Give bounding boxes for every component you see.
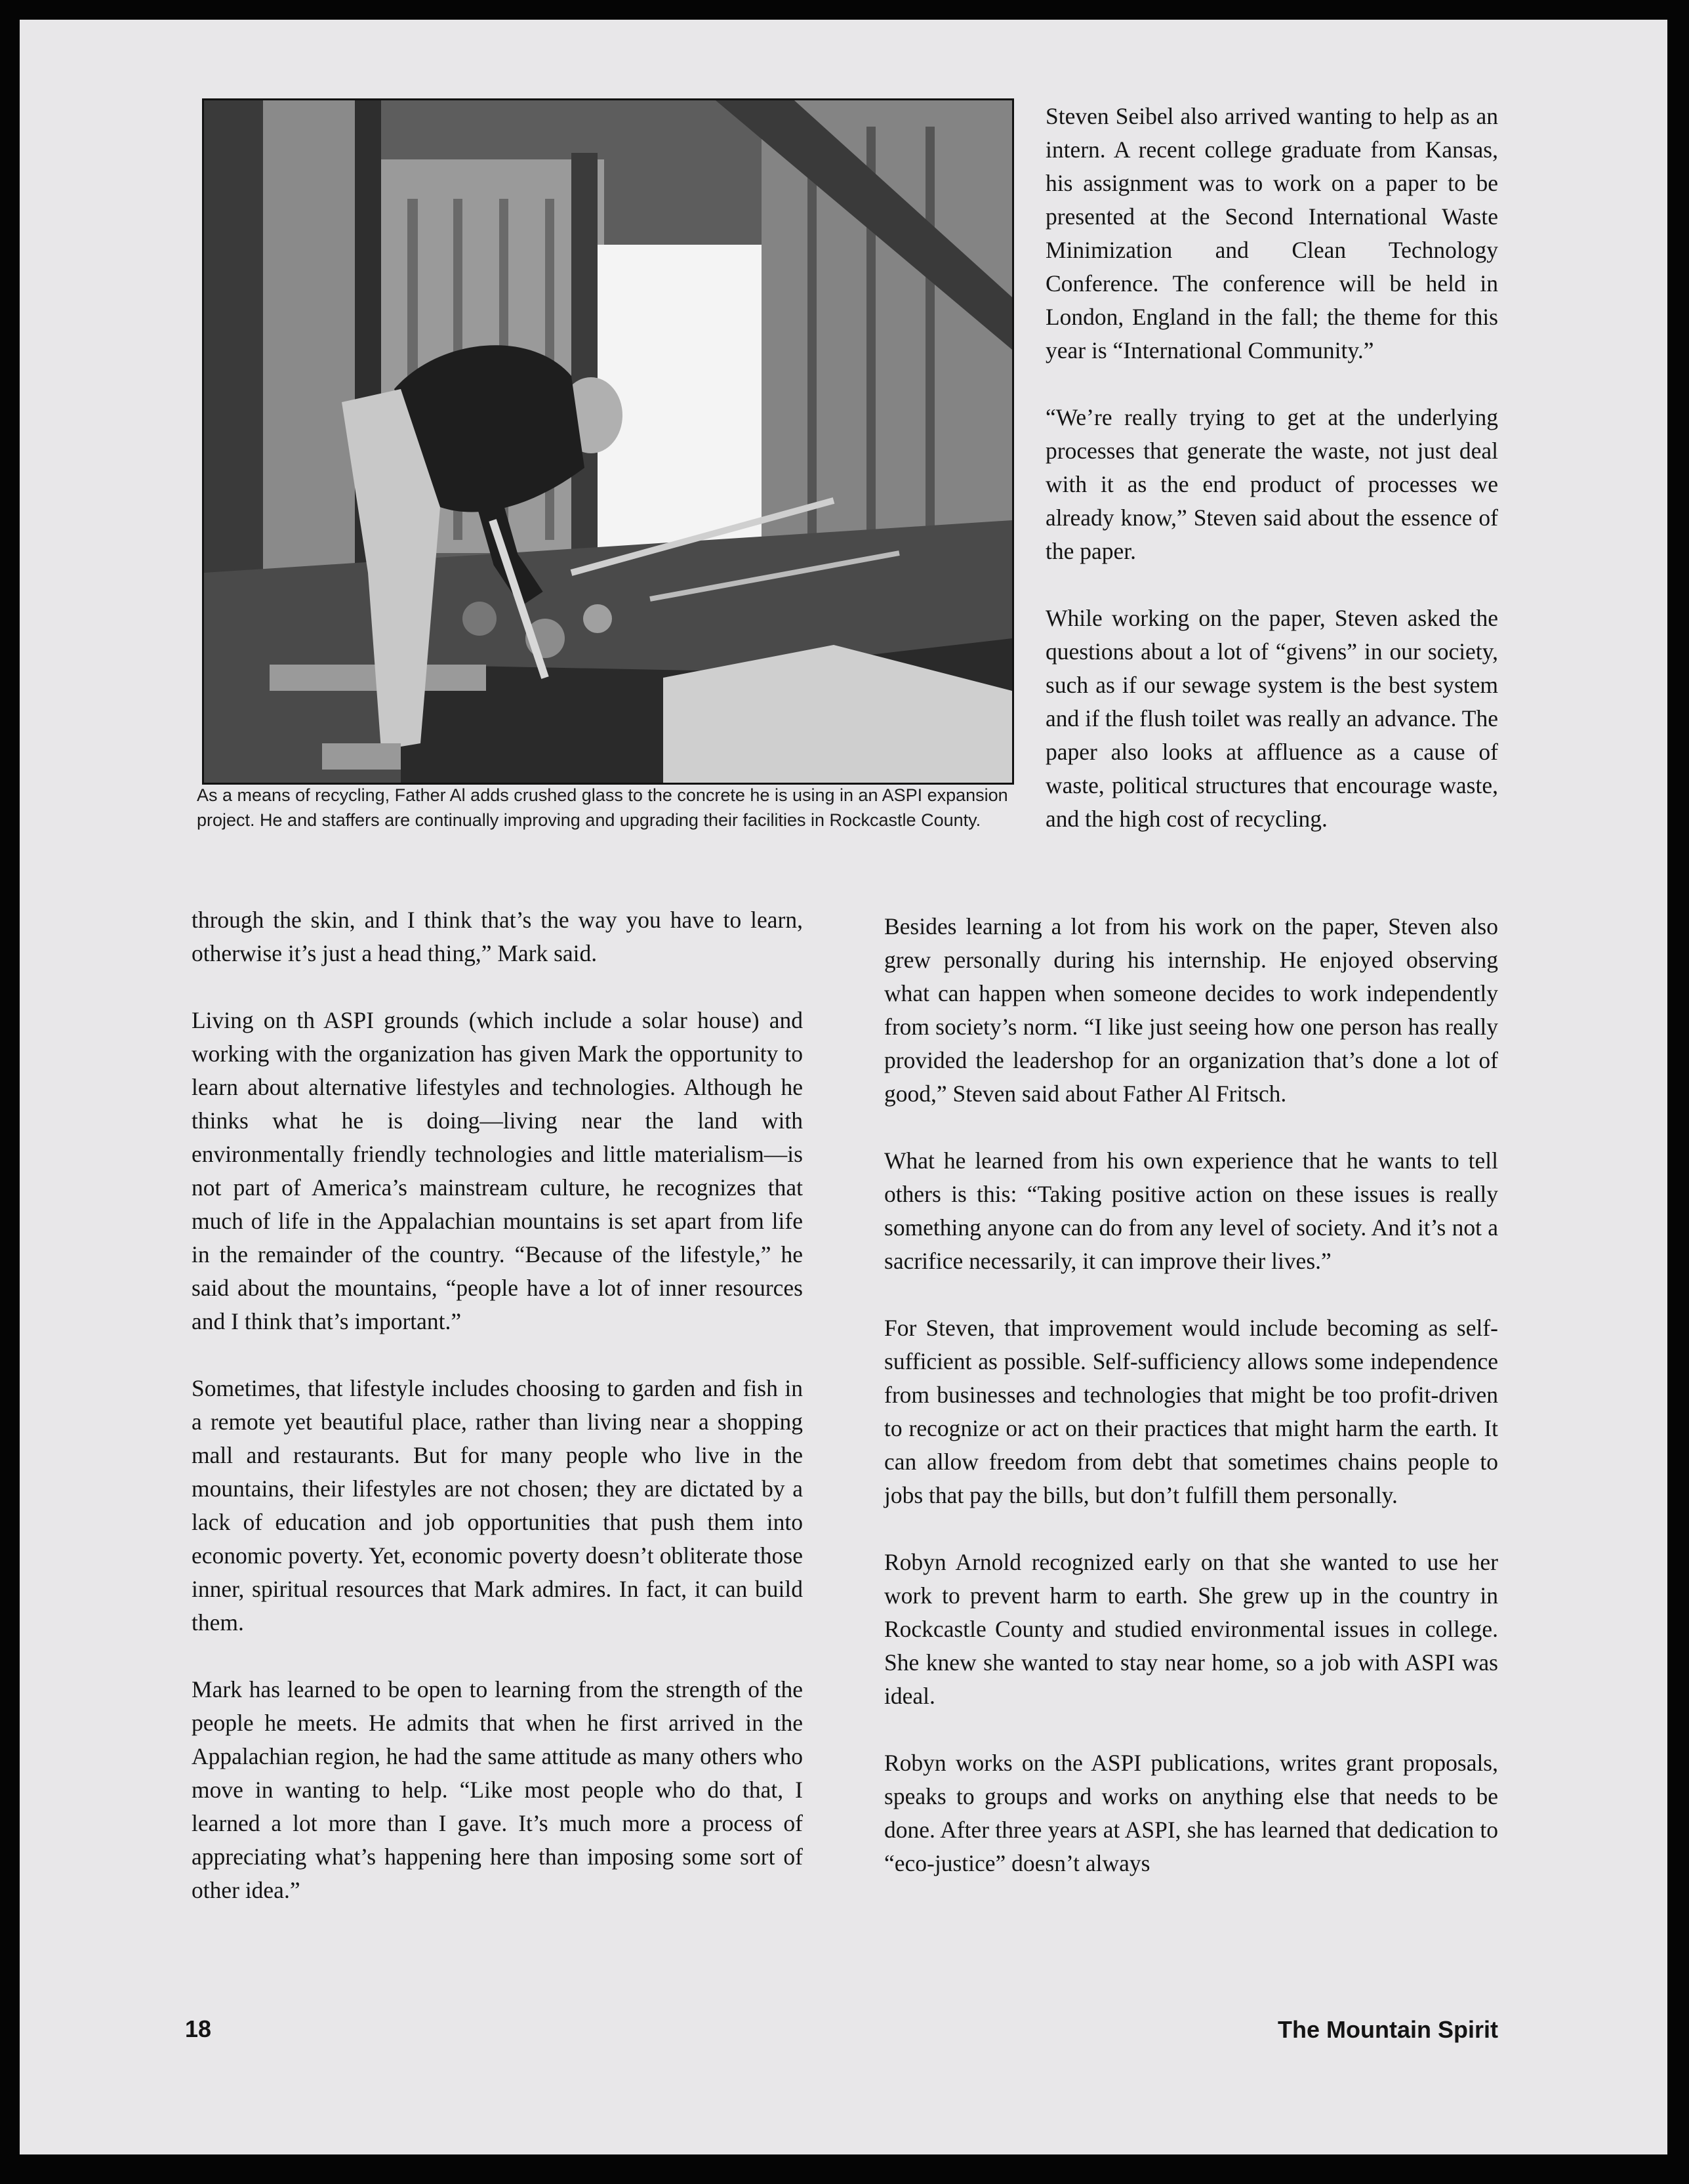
paragraph: through the skin, and I think that’s the way you have to learn, otherwise it’s just a head thing,” Mark said.	[192, 907, 803, 966]
article-photo	[202, 98, 1014, 785]
paragraph: For Steven, that improvement would include becoming as self-sufficient as possible. Self-sufficiency allows some independence from businesses and technologies that might be too profit-driven to recognize or act on their practices that might harm the earth. It can allow freedom from debt that sometimes chains people to jobs that pay the bills, but don’t fulfill them personally.	[884, 1315, 1498, 1508]
paragraph: While working on the paper, Steven asked the questions about a lot of “givens” in our society, such as if our sewage system is the best system and if the flush toilet was really an advance. The paper also looks at affluence as a cause of waste, political structures that encourage waste, and the high cost of recycling.	[1046, 605, 1498, 832]
paragraph: Robyn Arnold recognized early on that she wanted to use her work to prevent harm to earth. She grew up in the country in Rockcastle County and studied environmental issues in college. She knew she wanted to stay near home, so a job with ASPI was ideal.	[884, 1549, 1498, 1709]
publication-title: The Mountain Spirit	[1278, 2016, 1498, 2043]
paragraph: Sometimes, that lifestyle includes choosing to garden and fish in a remote yet beautiful place, rather than living near a shopping mall and restaurants. But for many people who live in the mountains, their lifestyles are not chosen; they are dictated by a lack of education and job opportunities that push them into economic poverty. Yet, economic poverty doesn’t obliterate those inner, spiritual resources that Mark admires. In fact, it can build them.	[192, 1375, 803, 1636]
article-column-left	[192, 903, 803, 1907]
paragraph: What he learned from his own experience that he wants to tell others is this: “Taking positive action on these issues is really something anyone can do from any level of society. And it’s not a sacrifice necessarily, it can improve their lives.”	[884, 1147, 1498, 1274]
article-column-top-right	[1046, 100, 1498, 836]
paragraph: Besides learning a lot from his work on the paper, Steven also grew personally during his internship. He enjoyed observing what can happen when someone decides to work independently from society’s norm. “I like just seeing how one person has really provided the leadershop for an organization that’s done a lot of good,” Steven said about Father Al Fritsch.	[884, 913, 1498, 1107]
page-number: 18	[185, 2015, 212, 2042]
paragraph: Steven Seibel also arrived wanting to help as an intern. A recent college graduate from Kansas, his assignment was to work on a paper to be presented at the Second International Waste Minimization and Clean Technology Conference. The conference will be held in London, England in the fall; the theme for this year is “International Community.”	[1046, 103, 1498, 363]
article-column-right	[884, 910, 1498, 1880]
paragraph: “We’re really trying to get at the underlying processes that generate the waste, not just deal with it as the end product of processes we already know,” Steven said about the essence of the paper.	[1046, 404, 1498, 564]
paragraph: Living on th ASPI grounds (which include a solar house) and working with the organization has given Mark the opportunity to learn about alternative lifestyles and technologies. Although he thinks what he is doing—living near the land with environmentally friendly technologies and little materialism—is not part of America’s mainstream culture, he recognizes that much of life in the Appalachian mountains is set apart from life in the remainder of the country. “Because of the lifestyle,” he said about the mountains, “people have a lot of inner resources and I think that’s important.”	[192, 1007, 803, 1334]
paragraph: Robyn works on the ASPI publications, writes grant proposals, speaks to groups and works on anything else that needs to be done. After three years at ASPI, she has learned that dedication to “eco-justice” doesn’t always	[884, 1750, 1498, 1876]
magazine-page	[20, 20, 1667, 2154]
paragraph: Mark has learned to be open to learning from the strength of the people he meets. He admits that when he first arrived in the Appalachian region, he had the same attitude as many others who move in wanting to help. “Like most people who do that, I learned a lot more than I gave. It’s much more a process of appreciating what’s happening here than imposing some sort of other idea.”	[192, 1676, 803, 1903]
photo-caption: As a means of recycling, Father Al adds crushed glass to the concrete he is using in an ASPI expansion project. He and staffers are continually improving and upgrading their facilities in Rockcastle County.	[197, 785, 1008, 830]
photo-man-digging-icon	[204, 100, 1012, 783]
